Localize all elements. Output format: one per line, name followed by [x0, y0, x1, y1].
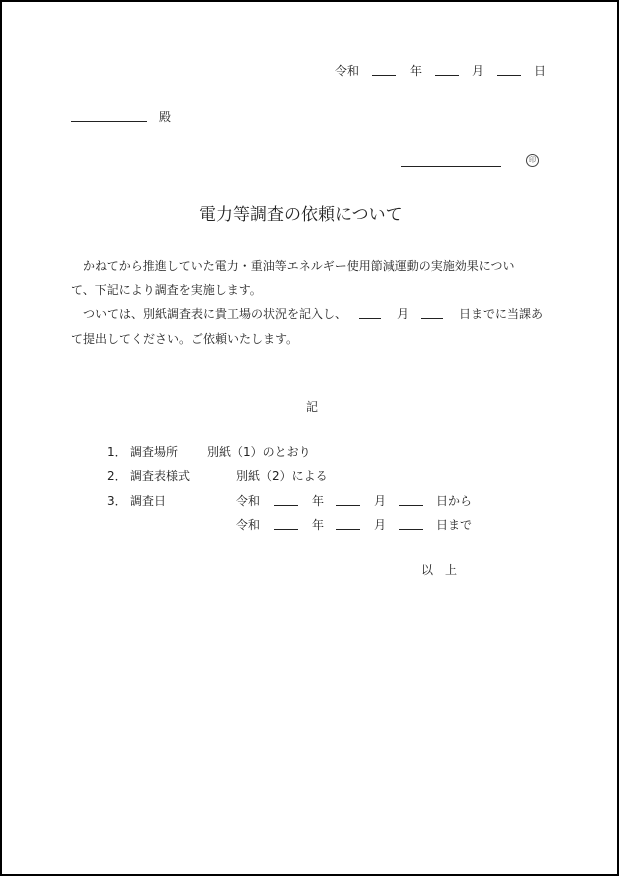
date-year-label: 年 — [410, 64, 423, 78]
body-line-3a: ついては、別紙調査表に貴工場の状況を記入し、 — [83, 307, 348, 321]
survey-end-month-label: 月 — [374, 518, 387, 532]
item-3-num: 3． — [107, 494, 127, 508]
deadline-month-blank — [359, 318, 381, 319]
survey-start-year-label: 年 — [312, 494, 325, 508]
survey-end-year-blank — [274, 529, 298, 530]
date-day-blank — [497, 75, 521, 76]
recipient-honorific: 殿 — [159, 110, 172, 124]
survey-start-day-blank — [399, 505, 423, 506]
date-year-blank — [372, 75, 396, 76]
body-line-1: かねてから推進していた電力・重油等エネルギー使用節減運動の実施効果につい — [83, 259, 515, 273]
survey-end-year-label: 年 — [312, 518, 325, 532]
survey-end-suffix: 日まで — [436, 518, 473, 532]
date-day-label: 日 — [534, 64, 547, 78]
survey-start-era: 令和 — [236, 494, 261, 508]
closing: 以 上 — [421, 563, 458, 577]
body-line-2: て、下記により調査を実施します。 — [71, 283, 262, 297]
item-2-num: 2． — [107, 469, 127, 483]
item-1-num: 1． — [107, 445, 127, 459]
date-month-blank — [435, 75, 459, 76]
item-2-label: 調査表様式 — [130, 469, 191, 483]
date-month-label: 月 — [472, 64, 485, 78]
survey-start-month-label: 月 — [374, 494, 387, 508]
body-line-3b: 日までに当課あ — [459, 307, 544, 321]
survey-end-month-blank — [336, 529, 360, 530]
survey-end-era: 令和 — [236, 518, 261, 532]
survey-start-suffix: 日から — [436, 494, 473, 508]
seal-icon: 印 — [526, 154, 539, 167]
document-title: 電力等調査の依頼について — [199, 205, 403, 225]
ki-heading: 記 — [306, 400, 319, 414]
deadline-day-blank — [421, 318, 443, 319]
survey-end-day-blank — [399, 529, 423, 530]
body-line-4: て提出してください。ご依頼いたします。 — [71, 332, 299, 346]
recipient-blank — [71, 121, 147, 122]
sender-blank — [401, 166, 501, 167]
survey-start-month-blank — [336, 505, 360, 506]
date-era: 令和 — [335, 64, 360, 78]
item-1-label: 調査場所 — [130, 445, 179, 459]
deadline-month-label: 月 — [397, 307, 410, 321]
survey-start-year-blank — [274, 505, 298, 506]
item-1-value: 別紙（1）のとおり — [207, 445, 311, 459]
item-2-value: 別紙（2）による — [236, 469, 328, 483]
item-3-label: 調査日 — [130, 494, 167, 508]
